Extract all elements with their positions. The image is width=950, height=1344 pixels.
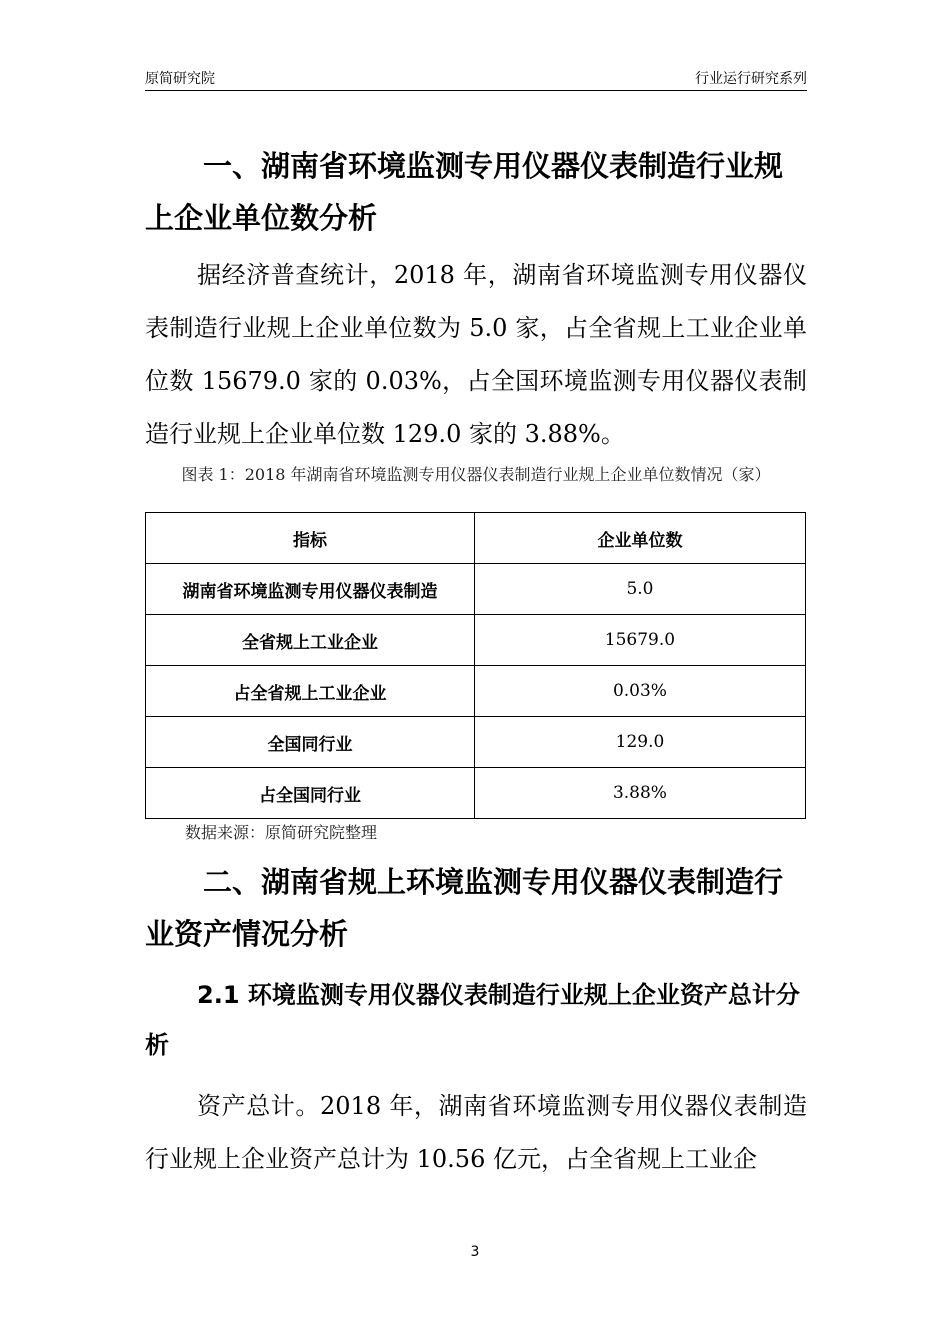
- row-value: 0.03%: [474, 666, 805, 717]
- row-label: 湖南省环境监测专用仪器仪表制造: [146, 564, 475, 615]
- table-1-source: 数据来源：原简研究院整理: [185, 823, 378, 842]
- table-row: [146, 666, 806, 717]
- table-row: [146, 717, 806, 768]
- table-header-row: [146, 513, 806, 564]
- table-1-caption: 图表 1：2018 年湖南省环境监测专用仪器仪表制造行业规上企业单位数情况（家）: [181, 465, 771, 484]
- row-value: 5.0: [474, 564, 805, 615]
- row-label: 全省规上工业企业: [146, 615, 475, 666]
- row-value: 129.0: [474, 717, 805, 768]
- page-header: [145, 64, 807, 91]
- column-header-count: 企业单位数: [474, 513, 805, 564]
- section-1-paragraph: 据经济普查统计，2018 年，湖南省环境监测专用仪器仪表制造行业规上企业单位数为 5.0 家，占全省规上工业企业单位数 15679.0 家的 0.03%，占全国环境监测专用仪器仪表制造行业规上企业单位数 129.0 家的 3.88%。: [145, 261, 807, 448]
- section-2-1-paragraph: 资产总计。2018 年，湖南省环境监测专用仪器仪表制造行业规上企业资产总计为 10.56 亿元，占全省规上工业企: [145, 1092, 807, 1173]
- section-2-1-heading: 2.1 环境监测专用仪器仪表制造行业规上企业资产总计分析: [145, 981, 800, 1059]
- header-org-name: 原简研究院: [145, 71, 215, 87]
- section-2-heading: 二、湖南省规上环境监测专用仪器仪表制造行业资产情况分析: [145, 865, 784, 951]
- row-label: 占全省规上工业企业: [146, 666, 475, 717]
- row-label: 占全国同行业: [146, 768, 475, 819]
- page-number: 3: [470, 1244, 480, 1260]
- table-row: [146, 564, 806, 615]
- section-1-heading: 一、湖南省环境监测专用仪器仪表制造行业规上企业单位数分析: [145, 149, 784, 235]
- row-value: 3.88%: [474, 768, 805, 819]
- table-row: [146, 768, 806, 819]
- header-series-name: 行业运行研究系列: [695, 71, 807, 87]
- column-header-indicator: 指标: [146, 513, 475, 564]
- row-label: 全国同行业: [146, 717, 475, 768]
- row-value: 15679.0: [474, 615, 805, 666]
- enterprise-count-table: [145, 512, 806, 819]
- table-row: [146, 615, 806, 666]
